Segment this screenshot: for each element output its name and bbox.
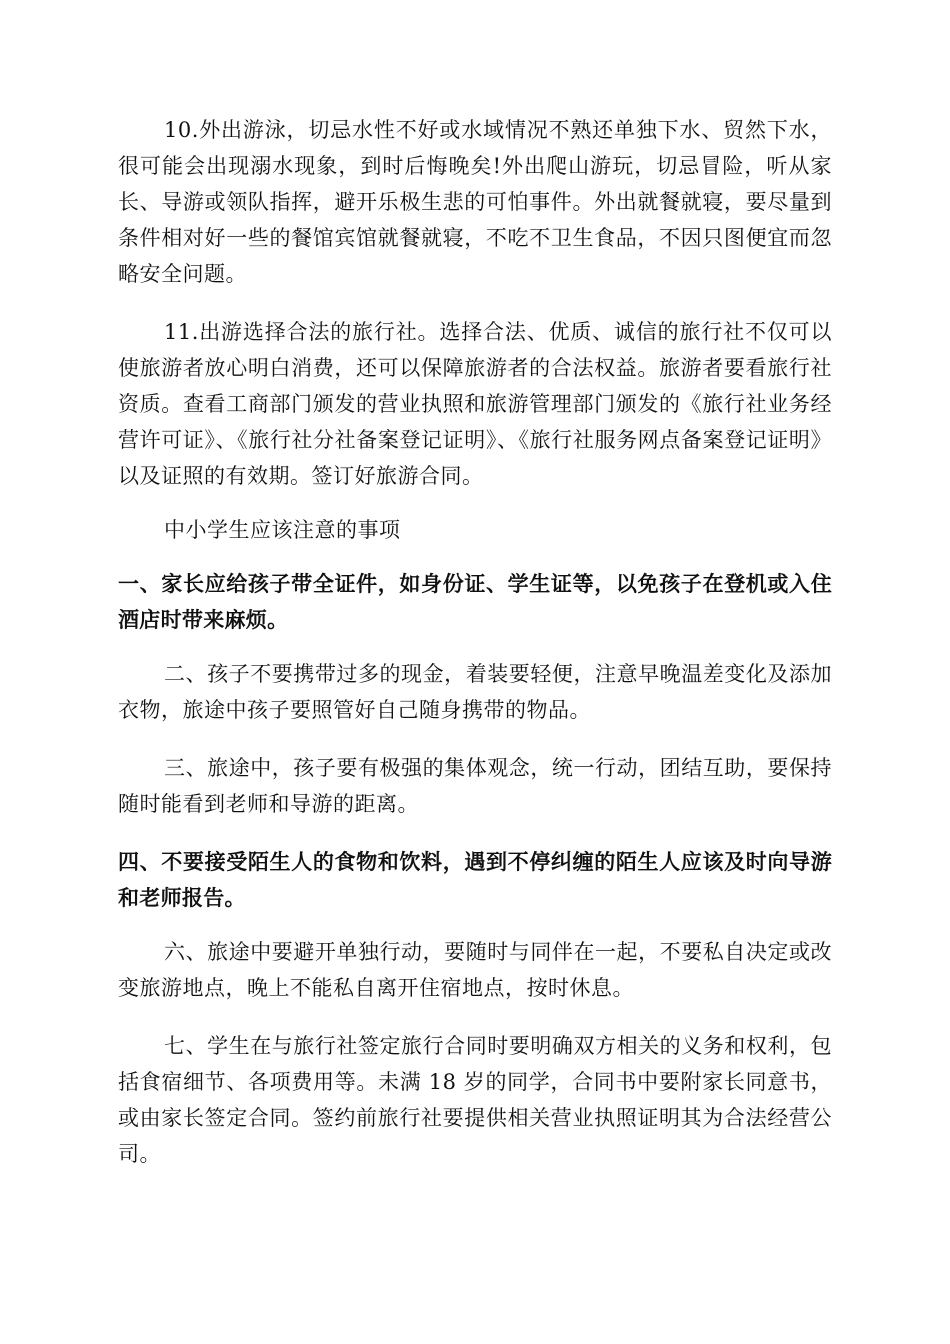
item-three-group: 三、旅途中，孩子要有极强的集体观念，统一行动，团结互助，要保持随时能看到老师和导游的距离。 [118, 756, 832, 816]
item-six-alone: 六、旅途中要避开单独行动，要随时与同伴在一起，不要私自决定或改变旅游地点，晚上不能私自离开住宿地点，按时休息。 [118, 940, 832, 1000]
paragraph-swimming-safety: 10.外出游泳，切忌水性不好或水域情况不熟还单独下水、贸然下水，很可能会出现溺水现象，到时后悔晚矣!外出爬山游玩，切忌冒险，听从家长、导游或领队指挥，避开乐极生悲的可怕事件。外出就餐就寝，要尽量到条件相对好一些的餐馆宾馆就餐就寝，不吃不卫生食品，不因只图便宜而忽略安全问题。 [118, 118, 832, 286]
item-seven-contract: 七、学生在与旅行社签定旅行合同时要明确双方相关的义务和权利，包括食宿细节、各项费用等。未满 18 岁的同学，合同书中要附家长同意书，或由家长签定合同。签约前旅行社要提供相关营业执照证明其为合法经营公司。 [118, 1034, 832, 1166]
item-two-cash-clothing: 二、孩子不要携带过多的现金，着装要轻便，注意早晚温差变化及添加衣物，旅途中孩子要照管好自己随身携带的物品。 [118, 662, 832, 722]
section-heading-students: 中小学生应该注意的事项 [164, 518, 401, 542]
paragraph-travel-agency: 11.出游选择合法的旅行社。选择合法、优质、诚信的旅行社不仅可以使旅游者放心明白消费，还可以保障旅游者的合法权益。旅游者要看旅行社资质。查看工商部门颁发的营业执照和旅游管理部门颁发的《旅行社业务经营许可证》、《旅行社分社备案登记证明》、《旅行社服务网点备案登记证明》以及证照的有效期。签订好旅游合同。 [118, 320, 832, 488]
item-four-strangers: 四、不要接受陌生人的食物和饮料，遇到不停纠缠的陌生人应该及时向导游和老师报告。 [118, 850, 832, 910]
item-one-documents: 一、家长应给孩子带全证件，如身份证、学生证等，以免孩子在登机或入住酒店时带来麻烦。 [118, 572, 832, 632]
